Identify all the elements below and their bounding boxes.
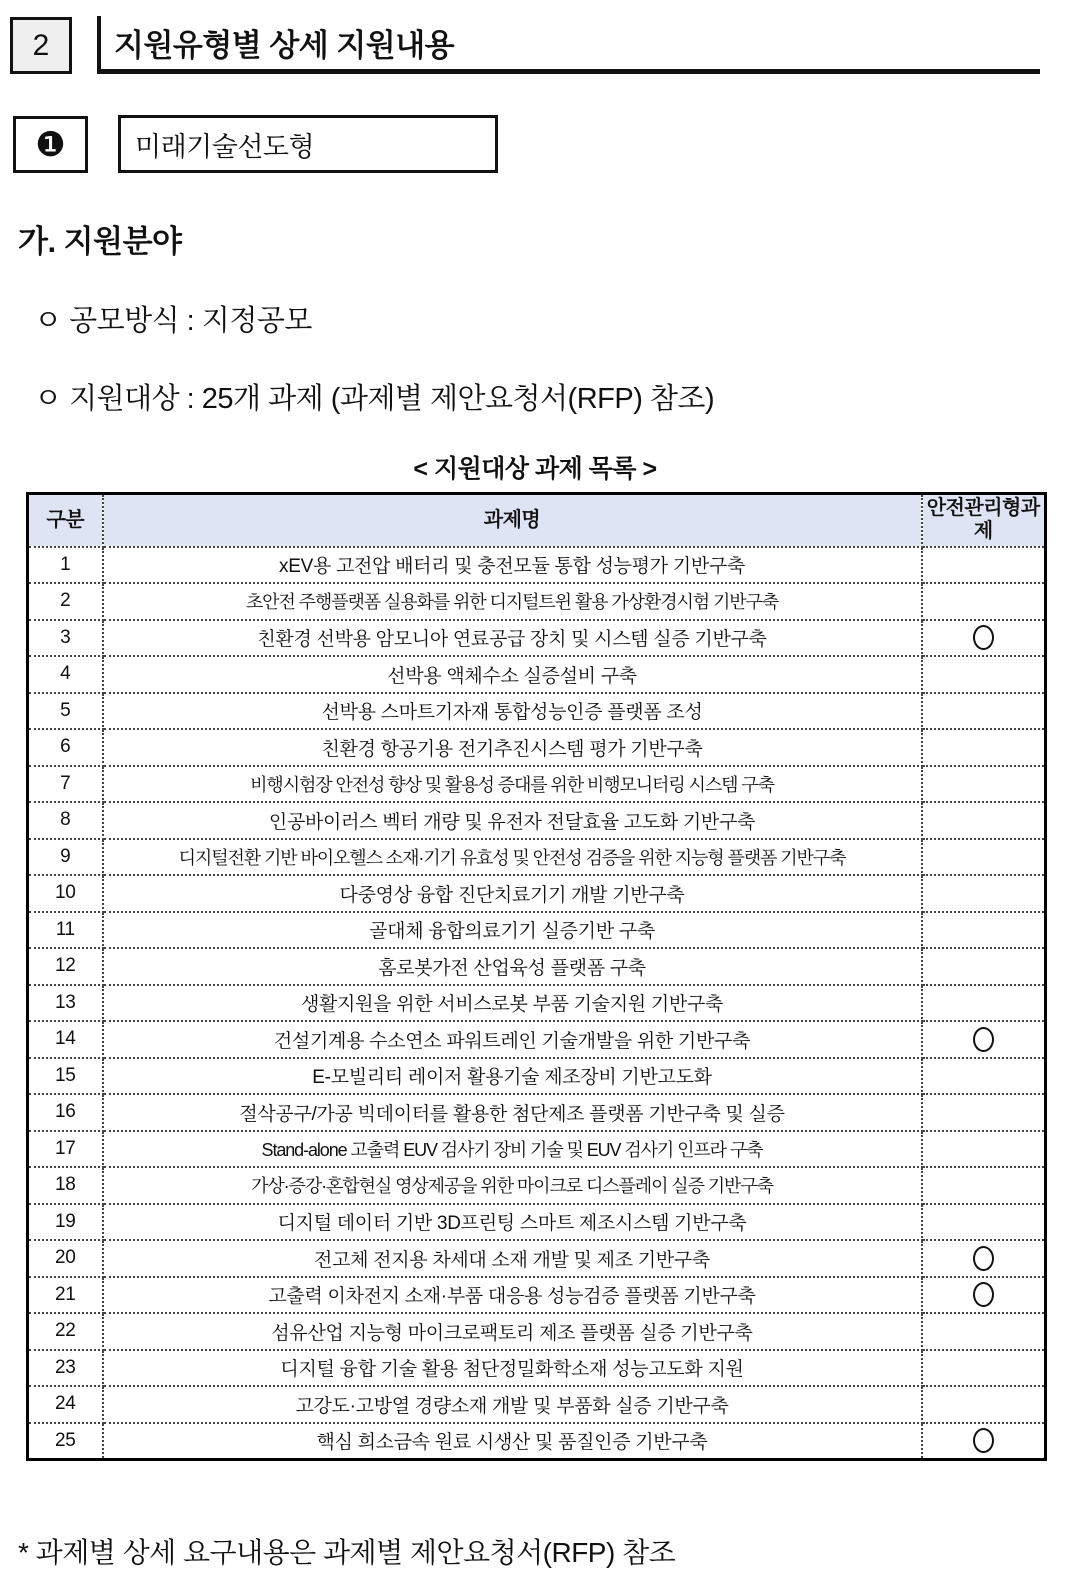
task-no-cell: 17 [28,1131,103,1168]
table-row [28,1240,1046,1277]
task-table-body [28,547,1046,1460]
task-name-cell: 디지털 데이터 기반 3D프린팅 스마트 제조시스템 기반구축 [103,1204,922,1241]
task-name-cell: 생활지원을 위한 서비스로봇 부품 기술지원 기반구축 [103,985,922,1022]
safety-cell [922,693,1046,730]
table-row [28,1131,1046,1168]
task-name-cell: 선박용 스마트기자재 통합성능인증 플랫폼 조성 [103,693,922,730]
safety-cell [922,948,1046,985]
safety-cell [922,583,1046,620]
task-no-cell: 15 [28,1058,103,1095]
table-row [28,985,1046,1022]
task-no-cell: 19 [28,1204,103,1241]
task-no-cell: 11 [28,912,103,949]
task-no-cell: 14 [28,1021,103,1058]
task-no-cell: 5 [28,693,103,730]
task-name-cell: 절삭공구/가공 빅데이터를 활용한 첨단제조 플랫폼 기반구축 및 실증 [103,1094,922,1131]
section-title-rule [97,16,1040,74]
task-no-cell: 21 [28,1277,103,1314]
section-title: 지원유형별 상세 지원내용 [114,28,455,63]
task-no-cell: 8 [28,802,103,839]
task-list-table-title: < 지원대상 과제 목록 > [413,455,657,483]
safety-circle-mark [973,1246,994,1271]
task-no-cell: 23 [28,1350,103,1387]
safety-cell [922,1423,1046,1460]
task-no-cell: 9 [28,839,103,876]
support-field-heading: 가. 지원분야 [18,224,182,259]
safety-cell [922,1131,1046,1168]
safety-cell [922,1350,1046,1387]
task-name-cell: 고출력 이차전지 소재·부품 대응용 성능검증 플랫폼 기반구축 [103,1277,922,1314]
table-row [28,583,1046,620]
task-name-cell: 핵심 희소금속 원료 시생산 및 품질인증 기반구축 [103,1423,922,1460]
task-no-cell: 25 [28,1423,103,1460]
task-name-cell: 전고체 전지용 차세대 소재 개발 및 제조 기반구축 [103,1240,922,1277]
safety-circle-mark [973,625,994,650]
task-no-cell: 20 [28,1240,103,1277]
safety-cell [922,912,1046,949]
table-row [28,1021,1046,1058]
table-row [28,948,1046,985]
table-row [28,912,1046,949]
safety-cell [922,802,1046,839]
table-row [28,547,1046,584]
safety-cell [922,1204,1046,1241]
task-name-cell: 비행시험장 안전성 향상 및 활용성 증대를 위한 비행모니터링 시스템 구축 [103,766,922,803]
task-no-cell: 3 [28,620,103,657]
safety-cell [922,875,1046,912]
task-no-cell: 13 [28,985,103,1022]
table-row [28,620,1046,657]
task-name-cell: 디지털 융합 기술 활용 첨단정밀화학소재 성능고도화 지원 [103,1350,922,1387]
safety-circle-mark [973,1282,994,1307]
task-name-cell: 건설기계용 수소연소 파워트레인 기술개발을 위한 기반구축 [103,1021,922,1058]
task-no-cell: 1 [28,547,103,584]
safety-cell [922,1386,1046,1423]
task-no-cell: 16 [28,1094,103,1131]
task-no-cell: 24 [28,1386,103,1423]
task-name-cell: 섬유산업 지능형 마이크로팩토리 제조 플랫폼 실증 기반구축 [103,1313,922,1350]
column-header-task-name: 과제명 [103,494,922,547]
task-no-cell: 7 [28,766,103,803]
table-row [28,656,1046,693]
safety-cell [922,547,1046,584]
section-number-box: 2 [10,17,72,74]
task-name-cell: 다중영상 융합 진단치료기기 개발 기반구축 [103,875,922,912]
safety-cell [922,729,1046,766]
task-name-cell: xEV용 고전압 배터리 및 충전모듈 통합 성능평가 기반구축 [103,547,922,584]
task-no-cell: 18 [28,1167,103,1204]
task-name-cell: 초안전 주행플랫폼 실용화를 위한 디지털트윈 활용 가상환경시험 기반구축 [103,583,922,620]
safety-cell [922,1277,1046,1314]
task-no-cell: 6 [28,729,103,766]
safety-circle-mark [973,1428,994,1453]
table-row [28,839,1046,876]
task-name-cell: 선박용 액체수소 실증설비 구축 [103,656,922,693]
task-no-cell: 4 [28,656,103,693]
safety-cell [922,620,1046,657]
subsection-title-box: 미래기술선도형 [118,115,498,173]
table-row [28,693,1046,730]
footnote: * 과제별 상세 요구내용은 과제별 제안요청서(RFP) 참조 [18,1537,676,1568]
table-header-row [28,494,1046,547]
task-table-container [26,492,1044,1461]
safety-cell [922,1313,1046,1350]
task-table [26,492,1047,1461]
task-name-cell: 고강도·고방열 경량소재 개발 및 부품화 실증 기반구축 [103,1386,922,1423]
table-row [28,729,1046,766]
task-name-cell: 골대체 융합의료기기 실증기반 구축 [103,912,922,949]
safety-cell [922,1094,1046,1131]
table-row [28,1277,1046,1314]
safety-cell [922,1240,1046,1277]
task-name-cell: Stand-alone 고출력 EUV 검사기 장비 기술 및 EUV 검사기 인프라 구축 [103,1131,922,1168]
task-name-cell: 친환경 항공기용 전기추진시스템 평가 기반구축 [103,729,922,766]
safety-cell [922,1021,1046,1058]
task-no-cell: 12 [28,948,103,985]
task-name-cell: 디지털전환 기반 바이오헬스 소재·기기 유효성 및 안전성 검증을 위한 지능형 플랫폼 기반구축 [103,839,922,876]
table-row [28,1058,1046,1095]
task-name-cell: 친환경 선박용 암모니아 연료공급 장치 및 시스템 실증 기반구축 [103,620,922,657]
table-row [28,1350,1046,1387]
table-row [28,1313,1046,1350]
safety-cell [922,766,1046,803]
safety-cell [922,1167,1046,1204]
safety-circle-mark [973,1027,994,1052]
task-no-cell: 2 [28,583,103,620]
table-row [28,802,1046,839]
task-name-cell: 홈로봇가전 산업육성 플랫폼 구축 [103,948,922,985]
table-row [28,875,1046,912]
table-row [28,1204,1046,1241]
subsection-marker-circled-one: ❶ [13,116,88,173]
table-row [28,1386,1046,1423]
safety-cell [922,839,1046,876]
bullet-support-target: ㅇ 지원대상 : 25개 과제 (과제별 제안요청서(RFP) 참조) [34,383,715,415]
table-row [28,766,1046,803]
task-no-cell: 22 [28,1313,103,1350]
column-header-no: 구분 [28,494,103,547]
table-row [28,1167,1046,1204]
safety-cell [922,656,1046,693]
table-row [28,1423,1046,1460]
safety-cell [922,1058,1046,1095]
task-name-cell: 인공바이러스 벡터 개량 및 유전자 전달효율 고도화 기반구축 [103,802,922,839]
task-no-cell: 10 [28,875,103,912]
column-header-safety-type: 안전관리형과제 [922,494,1046,547]
task-name-cell: E-모빌리티 레이저 활용기술 제조장비 기반고도화 [103,1058,922,1095]
task-name-cell: 가상·증강·혼합현실 영상제공을 위한 마이크로 디스플레이 실증 기반구축 [103,1167,922,1204]
table-row [28,1094,1046,1131]
safety-cell [922,985,1046,1022]
bullet-application-method: ㅇ 공모방식 : 지정공모 [34,305,312,337]
